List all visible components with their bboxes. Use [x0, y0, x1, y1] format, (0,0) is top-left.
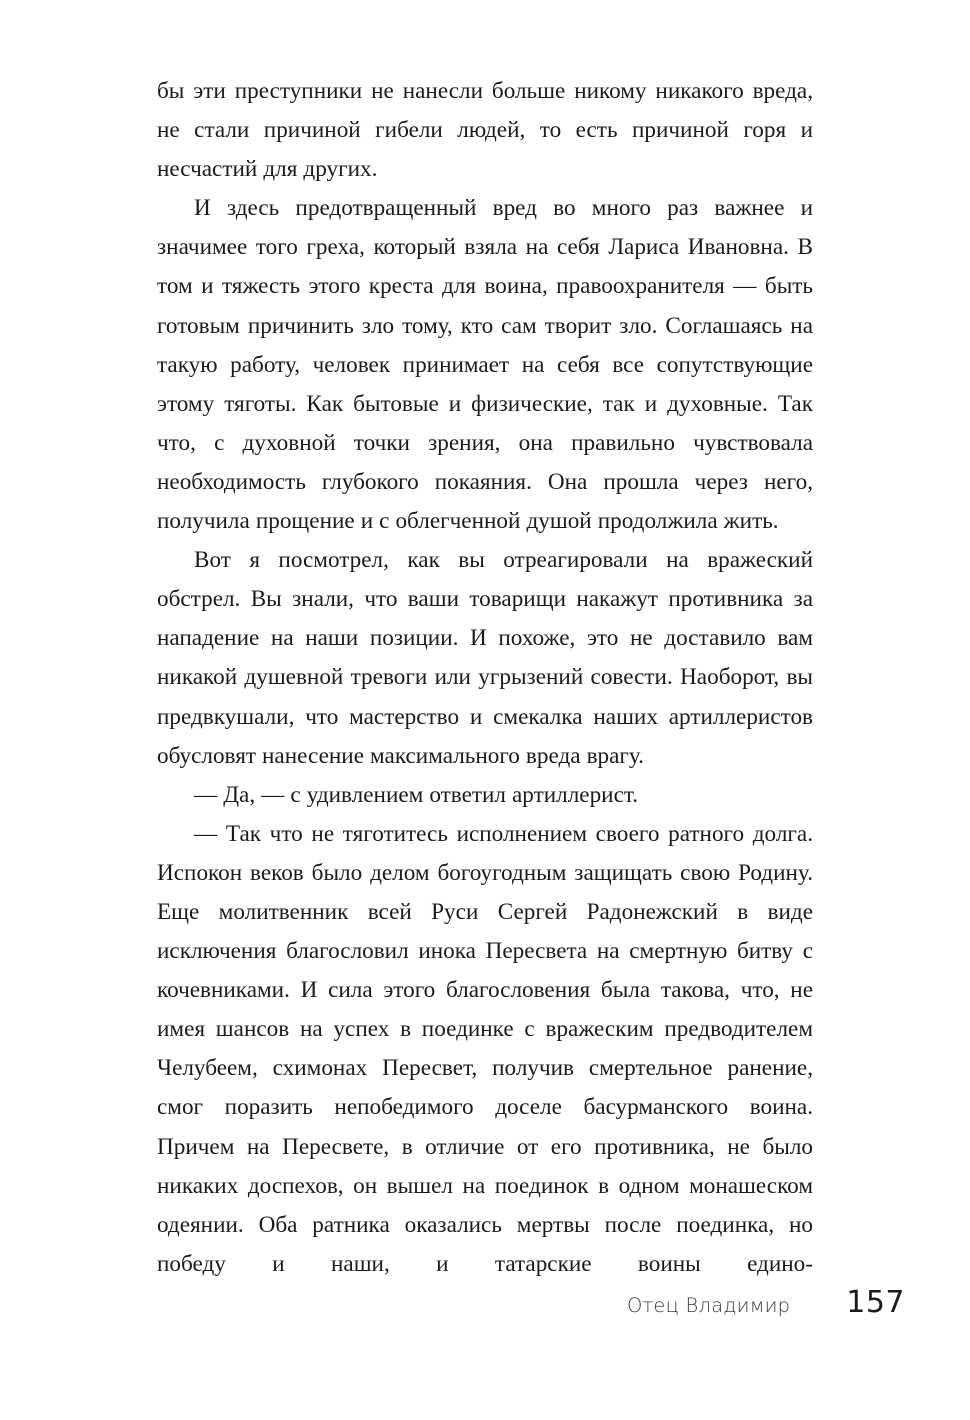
body-text-column	[157, 72, 813, 1323]
page-footer	[157, 1285, 905, 1320]
dialogue-line: — Так что не тяготитесь исполнением своего ратного долга. Испокон веков было делом богоугодным защищать свою Родину. Еще молитвенник всей Руси Сергей Радонежский в виде исключения благословил инока Пересвета на смертную битву с кочевниками. И сила этого благословения была такова, что, не имея шансов на успех в поединке с вражеским предводителем Челубеем, схимонах Пересвет, получив смертельное ранение, смог поразить непобедимого доселе басурманского воина. Причем на Пересвете, в отличие от его противника, не было никаких доспехов, он вышел на поединок в одном монашеском одеянии. Оба ратника оказались мертвы после поединка, но победу и наши, и татарские воины едино-	[157, 820, 813, 1277]
dialogue-line: — Да, — с удивлением ответил артиллерист.	[194, 781, 639, 808]
paragraph: Вот я посмотрел, как вы отреагировали на вражеский обстрел. Вы знали, что ваши товарищи накажут противника за нападение на наши позиции. И похоже, это не доставило вам никакой душевной тревоги или угрызений совести. Наоборот, вы предвкушали, что мастерство и смекалка наших артиллеристов обусловят нанесение максимального вреда врагу.	[157, 547, 813, 769]
running-head: Отец Владимир	[626, 1294, 791, 1317]
page-number: 157	[846, 1285, 905, 1320]
paragraph-continuation: бы эти преступники не нанесли больше никому никакого вреда, не стали причиной гибели людей, то есть причиной горя и несчастий для других.	[157, 78, 813, 183]
paragraph: И здесь предотвращенный вред во много раз важнее и значимее того греха, который взяла на себя Лариса Ивановна. В том и тяжесть этого креста для воина, правоохранителя — быть готовым причинить зло тому, кто сам творит зло. Соглашаясь на такую работу, человек принимает на себя все сопутствующие этому тяготы. Как бытовые и физические, так и духовные. Так что, с духовной точки зрения, она правильно чувствовала необходимость глубокого покаяния. Она прошла через него, получила прощение и с облегченной душой продолжила жить.	[157, 195, 813, 535]
